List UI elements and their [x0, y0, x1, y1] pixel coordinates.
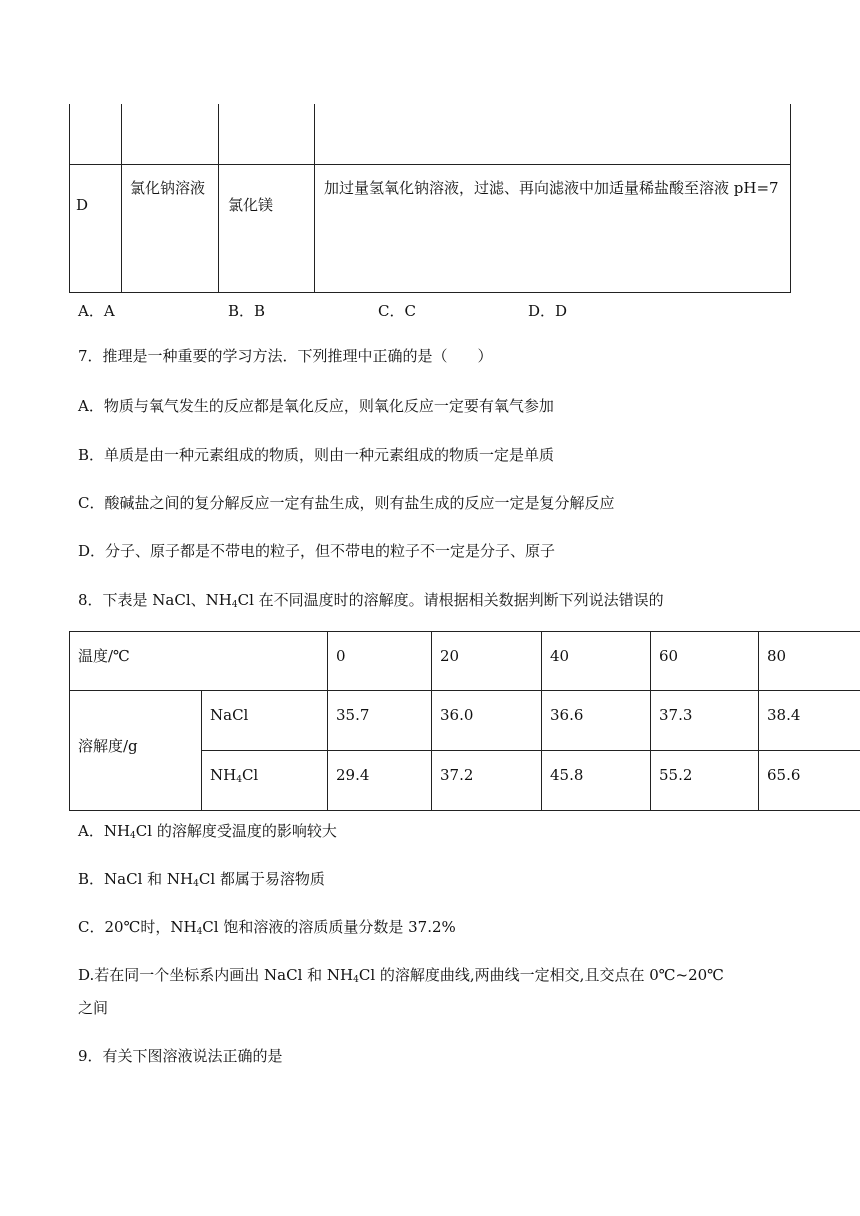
nh4cl-value-40: 45.8 [550, 766, 584, 784]
temp-80: 80 [767, 647, 787, 665]
temp-60: 60 [659, 647, 679, 665]
nacl-value-20: 36.0 [440, 706, 474, 724]
temp-20: 20 [440, 647, 460, 665]
row-d-label: D [76, 196, 89, 214]
temp-header: 温度/℃ [78, 647, 130, 665]
q8-option-b: B．NaCl 和 $NH_4Cl$ 都属于易溶物质 [78, 870, 325, 889]
q8-stem: 8．下表是 NaCl、$NH_4Cl$ 在不同温度时的溶解度。请根据相关数据判断下列说法错误的 [78, 591, 664, 610]
nh4cl-value-0: 29.4 [336, 766, 370, 784]
q6-option-b: B．B [228, 302, 266, 320]
nacl-value-60: 37.3 [659, 706, 693, 724]
q6-option-a: A．A [78, 302, 115, 320]
q7-option-b: B．单质是由一种元素组成的物质，则由一种元素组成的物质一定是单质 [78, 446, 555, 464]
q6-option-d: D．D [528, 302, 568, 320]
q8-option-c: C．20℃时，$NH_4Cl$ 饱和溶液的溶质质量分数是 37.2% [78, 918, 456, 937]
nh4cl-value-20: 37.2 [440, 766, 474, 784]
solubility-label: 溶解度/g [78, 737, 138, 755]
nacl-value-0: 35.7 [336, 706, 370, 724]
row-d-substance: 氯化钠溶液 [130, 179, 206, 197]
row-d-impurity: 氯化镁 [228, 196, 274, 214]
nacl-value-40: 36.6 [550, 706, 584, 724]
q6-option-c: C．C [378, 302, 416, 320]
temp-40: 40 [550, 647, 570, 665]
q8-option-d-line2: 之间 [78, 999, 109, 1017]
q7-stem: 7．推理是一种重要的学习方法．下列推理中正确的是（ ） [78, 347, 493, 365]
nacl-value-80: 38.4 [767, 706, 801, 724]
q8-option-d: D.若在同一个坐标系内画出 NaCl 和 $NH_4Cl$ 的溶解度曲线,两曲线一定相交,且交点在 0℃~20℃ [78, 966, 724, 985]
q8-option-a: A．$NH_4Cl$ 的溶解度受温度的影响较大 [78, 822, 337, 841]
nh4cl-value-60: 55.2 [659, 766, 693, 784]
nh4cl-value-80: 65.6 [767, 766, 801, 784]
q7-option-a: A．物质与氧气发生的反应都是氧化反应，则氧化反应一定要有氧气参加 [78, 397, 554, 415]
q9-stem: 9．有关下图溶液说法正确的是 [78, 1047, 283, 1065]
q7-option-d: D．分子、原子都是不带电的粒子，但不带电的粒子不一定是分子、原子 [78, 542, 556, 560]
nacl-label: NaCl [210, 706, 249, 724]
temp-0: 0 [336, 647, 346, 665]
row-d-method: 加过量氢氧化钠溶液，过滤、再向滤液中加适量稀盐酸至溶液 pH=7 [324, 179, 779, 197]
q7-option-c: C．酸碱盐之间的复分解反应一定有盐生成，则有盐生成的反应一定是复分解反应 [78, 494, 615, 512]
nh4cl-label: $NH_4Cl$ [210, 766, 259, 785]
